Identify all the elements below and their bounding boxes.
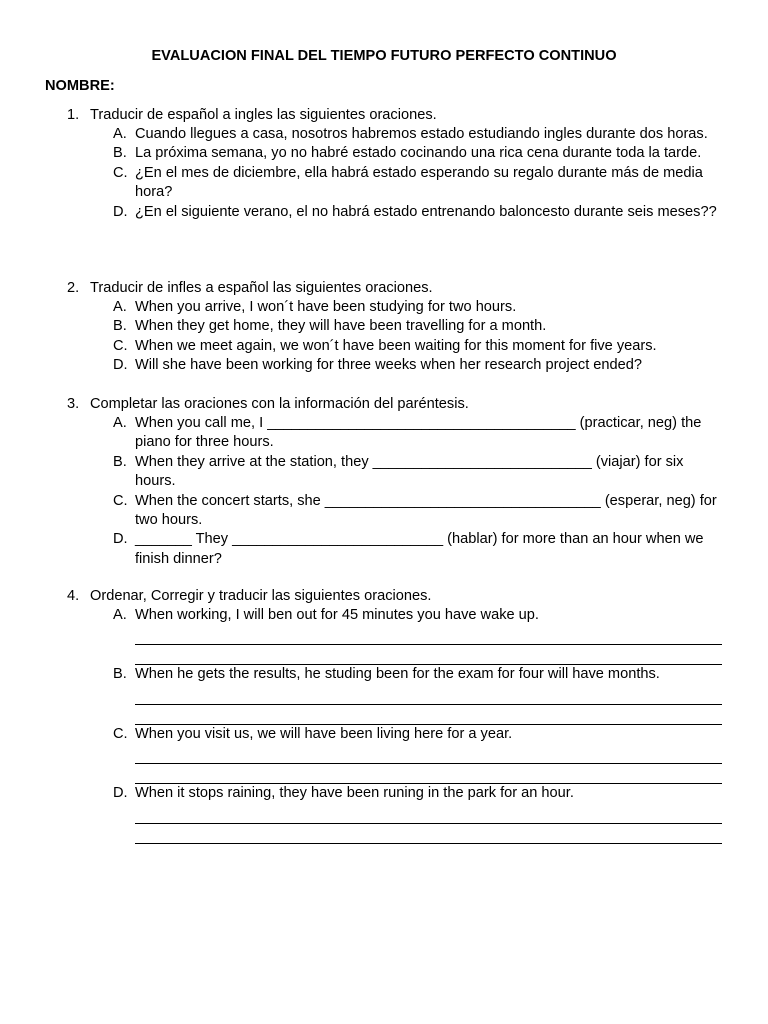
answer-line[interactable]	[135, 705, 722, 725]
section-2	[0, 278, 768, 376]
answer-line[interactable]	[135, 625, 722, 645]
question-item	[0, 606, 768, 625]
item-letter: B.	[113, 666, 127, 683]
item-text: When we meet again, we won´t have been waiting for this moment for five years.	[135, 337, 657, 354]
question-item	[0, 298, 768, 317]
item-letter: C.	[113, 492, 128, 509]
item-text: _______ They __________________________ (hablar) for more than an hour when we finish dinner?	[135, 531, 704, 567]
answer-line[interactable]	[135, 764, 722, 784]
item-text: When they get home, they will have been travelling for a month.	[135, 318, 547, 335]
item-letter: B.	[113, 145, 127, 162]
item-letter: A.	[113, 126, 127, 142]
question-prompt: Completar las oraciones con la información del paréntesis.	[90, 396, 469, 412]
item-letter: D.	[113, 203, 128, 220]
section-1	[0, 105, 768, 222]
item-text: When the concert starts, she __________________________________ (esperar, neg) for two hours.	[135, 492, 717, 529]
item-text: La próxima semana, yo no habré estado cocinando una rica cena durante toda la tarde.	[135, 145, 702, 162]
item-letter: C.	[113, 725, 128, 742]
item-text: When working, I will ben out for 45 minutes you have wake up.	[135, 607, 539, 623]
question-4-header	[0, 586, 768, 606]
question-1-header	[0, 105, 768, 125]
item-text: When you arrive, I won´t have been studying for two hours.	[135, 299, 517, 315]
item-letter: C.	[113, 164, 128, 181]
item-text: Cuando llegues a casa, nosotros habremos estado estudiando ingles durante dos horas.	[135, 126, 708, 142]
question-prompt: Traducir de infles a español las siguientes oraciones.	[90, 280, 433, 296]
question-item	[0, 665, 768, 684]
item-text: Will she have been working for three weeks when her research project ended?	[135, 357, 643, 374]
question-item	[0, 317, 768, 336]
question-item	[0, 725, 768, 744]
question-number: 1.	[67, 107, 80, 123]
item-text: ¿En el siguiente verano, el no habrá estado entrenando baloncesto durante seis meses??	[135, 203, 717, 220]
question-item	[0, 784, 768, 803]
section-4	[0, 586, 768, 844]
question-prompt: Traducir de español a ingles las siguientes oraciones.	[90, 107, 437, 123]
item-text: ¿En el mes de diciembre, ella habrá estado esperando su regalo durante más de media hora?	[135, 164, 703, 201]
question-item	[0, 453, 768, 492]
question-item	[0, 125, 768, 144]
question-item	[0, 492, 768, 531]
question-item	[0, 337, 768, 356]
answer-line[interactable]	[135, 824, 722, 844]
question-item	[0, 530, 768, 569]
item-text: When you visit us, we will have been living here for a year.	[135, 725, 513, 742]
name-label: NOMBRE:	[45, 78, 115, 94]
item-text: When he gets the results, he studing been for the exam for four will have months.	[135, 666, 660, 683]
item-letter: A.	[113, 299, 127, 315]
question-prompt: Ordenar, Corregir y traducir las siguientes oraciones.	[90, 588, 432, 604]
question-number: 2.	[67, 280, 80, 296]
answer-line[interactable]	[135, 744, 722, 764]
question-2-header	[0, 278, 768, 298]
item-text: When they arrive at the station, they ___________________________ (viajar) for six hours.	[135, 453, 684, 490]
question-item	[0, 203, 768, 222]
question-item	[0, 414, 768, 453]
question-item	[0, 356, 768, 375]
answer-line[interactable]	[135, 645, 722, 665]
item-text: When it stops raining, they have been runing in the park for an hour.	[135, 785, 574, 802]
question-item	[0, 144, 768, 163]
item-letter: D.	[113, 357, 128, 374]
question-number: 4.	[67, 588, 80, 604]
item-letter: C.	[113, 337, 128, 354]
question-item	[0, 164, 768, 203]
question-number: 3.	[67, 396, 80, 412]
item-letter: A.	[113, 607, 127, 623]
item-text: When you call me, I ______________________________________ (practicar, neg) the piano for three hours.	[135, 415, 702, 451]
section-3	[0, 394, 768, 569]
answer-line[interactable]	[135, 804, 722, 824]
item-letter: B.	[113, 318, 127, 335]
item-letter: D.	[113, 785, 128, 802]
question-3-header	[0, 394, 768, 414]
page-title: EVALUACION FINAL DEL TIEMPO FUTURO PERFECTO CONTINUO	[151, 48, 617, 64]
item-letter: D.	[113, 531, 128, 548]
item-letter: A.	[113, 415, 127, 431]
answer-line[interactable]	[135, 685, 722, 705]
item-letter: B.	[113, 453, 127, 470]
